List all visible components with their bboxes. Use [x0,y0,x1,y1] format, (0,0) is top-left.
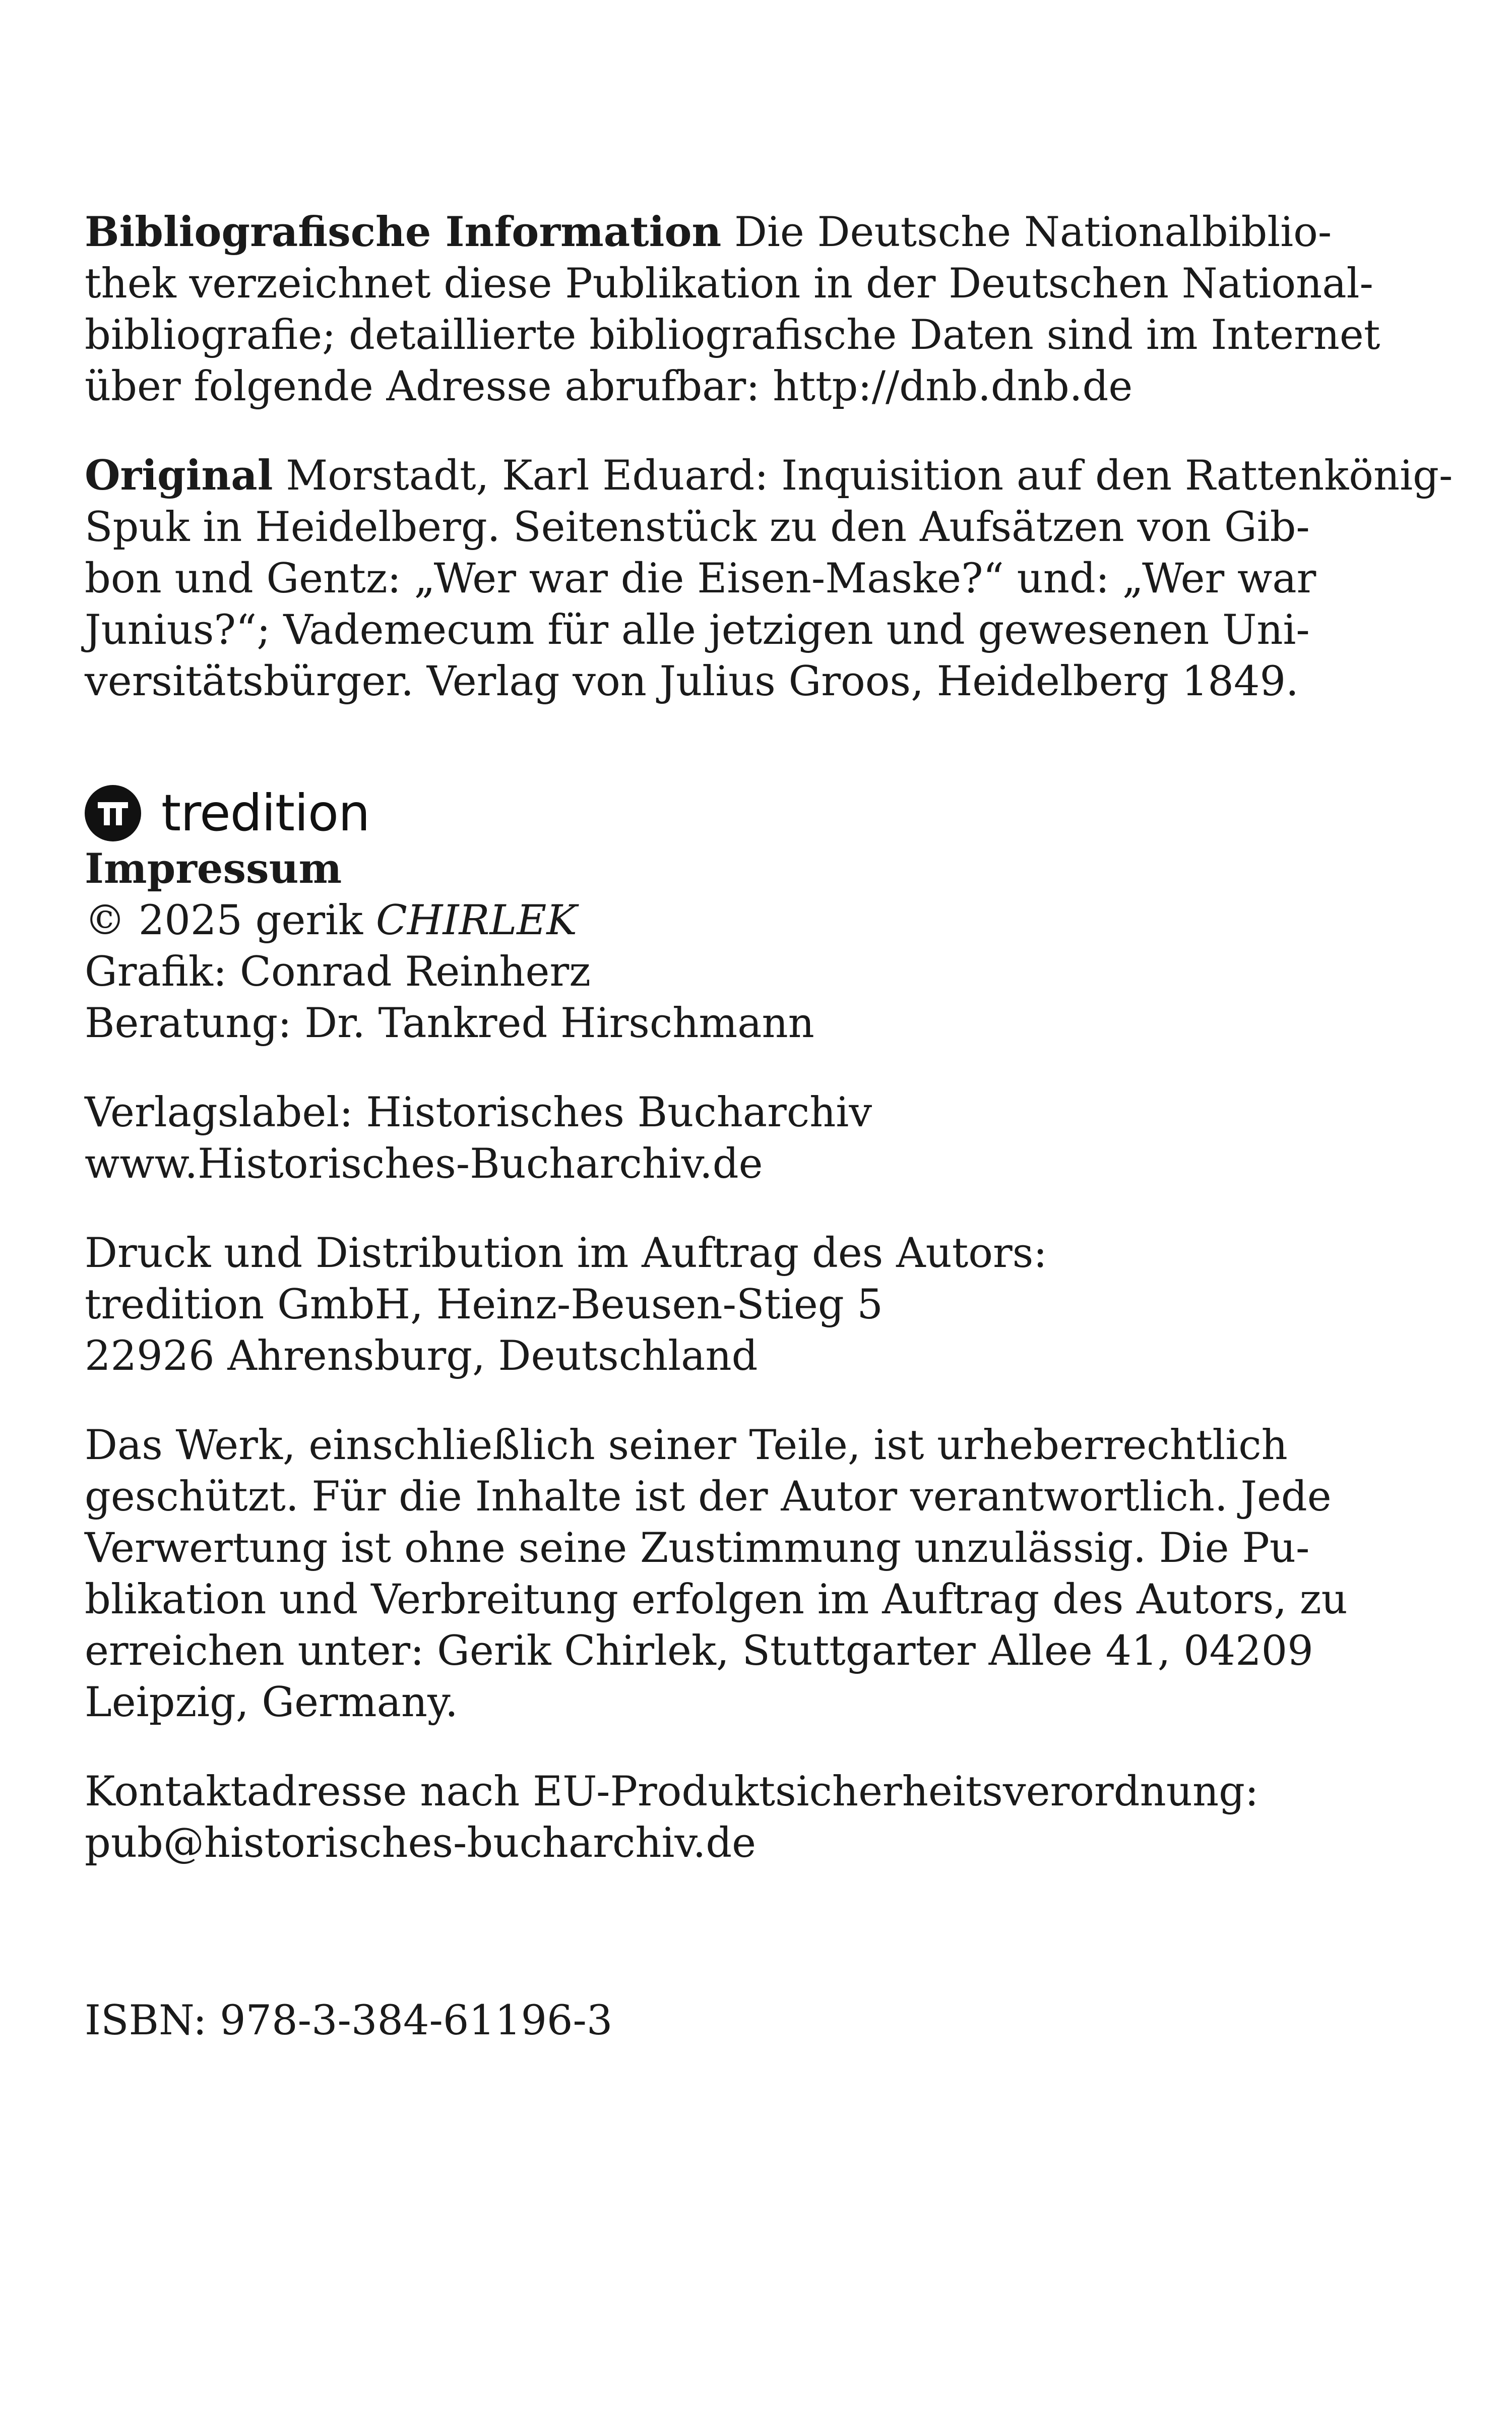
tredition-logo-icon [85,785,141,841]
bibliographic-info-line: thek verzeichnet diese Publikation in der Deutschen National- [85,260,1373,308]
bibliographic-info [85,207,1425,412]
print-distribution [85,1228,1425,1382]
publisher-label [85,1087,1425,1190]
tredition-logo [85,783,1425,843]
copyright-notice-line: Das Werk, einschließlich seiner Teile, ist urheberrechtlich [85,1422,1288,1469]
copyright-notice [85,1420,1425,1728]
bibliographic-info-line: über folgende Adresse abrufbar: http://dnb.dnb.de [85,363,1133,410]
copyright-notice-line: Leipzig, Germany. [85,1679,458,1726]
isbn [85,1995,1425,2046]
original-text: Morstadt, Karl Eduard: Inquisition auf den Rattenkönig- [273,452,1453,500]
isbn-text: ISBN: 978-3-384-61196-3 [85,1997,613,2044]
impressum [85,843,1425,1049]
print-distribution-line: Druck und Distribution im Auftrag des Autors: [85,1230,1047,1277]
original-line: Spuk in Heidelberg. Seitenstück zu den Aufsätzen von Gib- [85,504,1310,551]
impressum-title: Impressum [85,845,342,893]
contact-label: Kontaktadresse nach EU-Produktsicherheitsverordnung: [85,1768,1259,1816]
contact-address [85,1766,1425,1869]
original-source [85,450,1453,707]
graphics-credit: Grafik: Conrad Reinherz [85,948,591,996]
original-line: Junius?“; Vademecum für alle jetzigen und gewesenen Uni- [85,607,1310,654]
copyright-notice-line: geschützt. Für die Inhalte ist der Autor verantwortlich. Jede [85,1473,1332,1521]
bibliographic-info-text: Die Deutsche Nationalbiblio- [721,209,1332,256]
copyright-notice-line: Verwertung ist ohne seine Zustimmung unzulässig. Die Pu- [85,1525,1310,1572]
imprint-column [85,207,1453,2046]
author-name: CHIRLEK [375,897,577,944]
tredition-logo-text: tredition [161,783,370,842]
copyright-line: © 2025 gerik CHIRLEK [85,897,577,944]
publisher-url: www.Historisches-Bucharchiv.de [85,1140,763,1188]
bibliographic-info-line: bibliografie; detaillierte bibliografische Daten sind im Internet [85,312,1380,359]
copyright-notice-line: blikation und Verbreitung erfolgen im Auftrag des Autors, zu [85,1576,1348,1623]
original-label: Original [85,452,273,500]
print-distribution-line: 22926 Ahrensburg, Deutschland [85,1333,758,1380]
publisher-label-text: Verlagslabel: Historisches Bucharchiv [85,1089,872,1136]
contact-email: pub@historisches-bucharchiv.de [85,1820,757,1867]
original-line: versitätsbürger. Verlag von Julius Groos, Heidelberg 1849. [85,658,1299,705]
print-distribution-line: tredition GmbH, Heinz-Beusen-Stieg 5 [85,1281,883,1328]
bibliographic-info-label: Bibliografische Information [85,208,722,256]
consulting-credit: Beratung: Dr. Tankred Hirschmann [85,1000,814,1047]
original-line: bon und Gentz: „Wer war die Eisen-Maske?“ und: „Wer war [85,555,1316,602]
copyright-notice-line: erreichen unter: Gerik Chirlek, Stuttgarter Allee 41, 04209 [85,1627,1313,1675]
